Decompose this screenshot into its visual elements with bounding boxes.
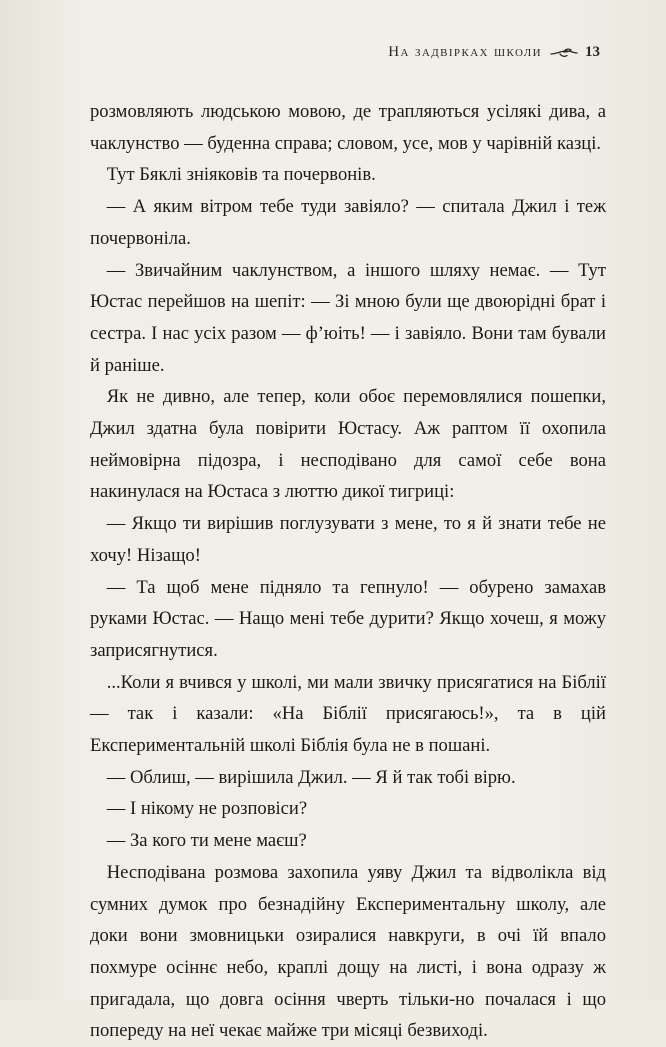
paragraph: — За кого ти мене маєш? [106, 830, 307, 852]
paragraph: — Звичайним чаклунством, а іншого шляху немає. — Тут Юстас перейшов на шепіт: — Зі мною були ще двоюрідні брат і сестра. І нас усіх разом — ф’юіть! — і завіяло. Вони там бували й раніше. [90, 259, 606, 376]
running-header [388, 44, 600, 61]
running-title: На задвірках школи [388, 44, 542, 60]
paragraph: — Та щоб мене підняло та гепнуло! — обурено замахав руками Юстас. — Нащо мені тебе дурити? Якщо хочеш, я можу заприсягнутися. [90, 576, 606, 661]
paragraph: розмовляють людською мовою, де трапляються усілякі дива, а чаклунство — буденна справа; словом, усе, мов у чарівній казці. [90, 101, 606, 154]
body-text [90, 96, 606, 1047]
paragraph: — Якщо ти вирішив поглузувати з мене, то я й знати тебе не хочу! Нізащо! [90, 513, 606, 566]
paragraph: ...Коли я вчився у школі, ми мали звичку присягатися на Біблії — так і казали: «На Біблії присягаюсь!», та в цій Експериментальній школі Біблія була не в пошані. [90, 671, 606, 757]
paragraph: — А яким вітром тебе туди завіяло? — спитала Джил і теж почервоніла. [90, 196, 606, 249]
page-number: 13 [585, 44, 600, 60]
paragraph: Тут Бяклі зніяковів та почервонів. [106, 164, 376, 186]
leaf-ornament-icon [550, 48, 578, 58]
paragraph: Несподівана розмова захопила уяву Джил та відволікла від сумних думок про безнадійну Експериментальну школу, але доки вони змовницьки озиралися навкруги, в очі їй впало похмуре осіннє небо, краплі дощу на листі, і вона одразу ж пригадала, що довга осіння чверть тільки-но почалася і що попереду на неї чекає майже три місяці безвиході. [90, 861, 606, 1042]
paragraph: Як не дивно, але тепер, коли обоє перемовлялися пошепки, Джил здатна була повірити Юстасу. Аж раптом її охопила неймовірна підозра, і несподівано для самої себе вона накинулася на Юстаса з люттю дикої тигриці: [90, 386, 606, 503]
paragraph: — І нікому не розповіси? [106, 798, 308, 820]
paragraph: — Облиш, — вирішила Джил. — Я й так тобі вірю. [106, 766, 516, 788]
